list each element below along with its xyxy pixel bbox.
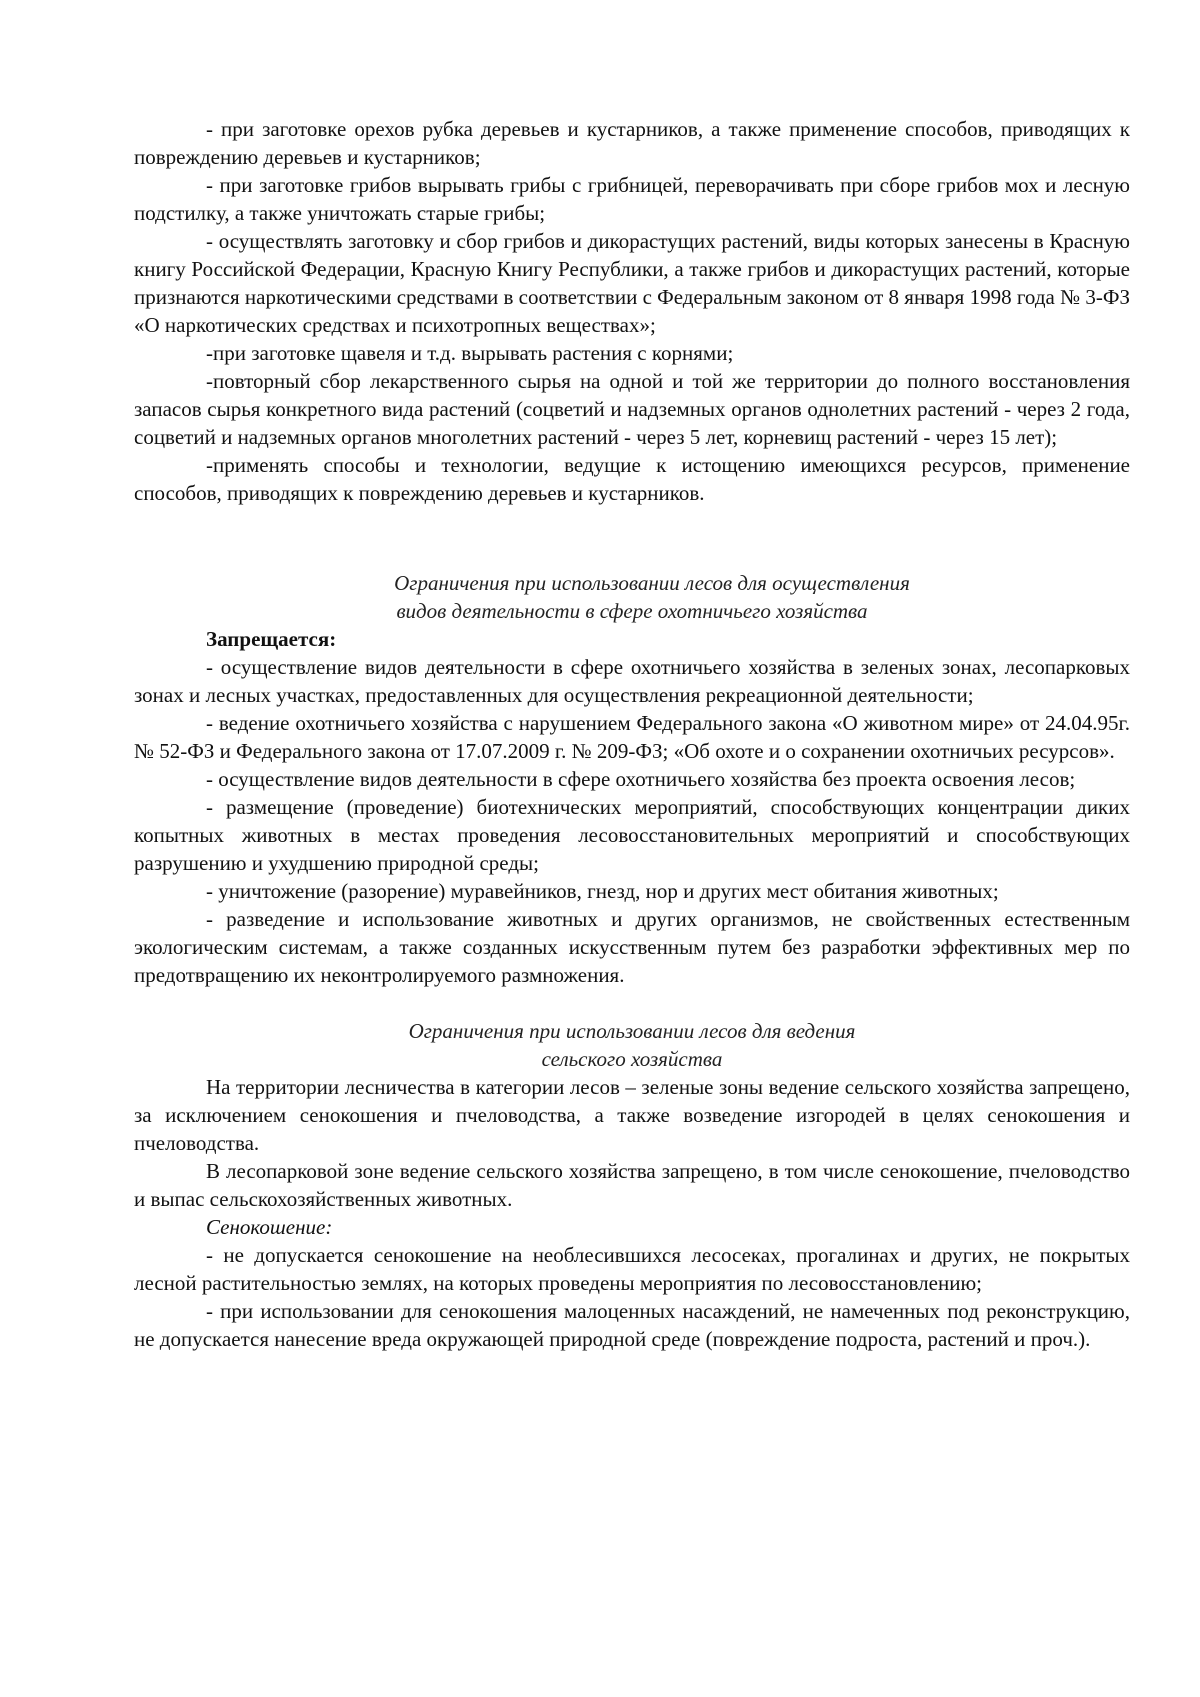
section-heading-agriculture: [134, 1017, 1130, 1073]
section-hunting-items: [134, 653, 1130, 989]
paragraph: - ведение охотничьего хозяйства с нарушением Федерального закона «О животном мире» от 24.04.95г. № 52-ФЗ и Федерального закона от 17.07.2009 г. № 209-ФЗ; «Об охоте и о сохранении охотничьих ресурсов».: [134, 711, 1130, 763]
paragraph: - разведение и использование животных и других организмов, не свойственных естественным экологическим системам, а также созданных искусственным путем без разработки эффективных мер по предотвращению их неконтролируемого размножения.: [134, 907, 1130, 987]
heading-line: видов деятельности в сфере охотничьего хозяйства: [396, 599, 868, 623]
paragraph: - не допускается сенокошение на необлесившихся лесосеках, прогалинах и других, не покрытых лесной растительностью землях, на которых проведены мероприятия по лесовосстановлению;: [134, 1243, 1130, 1295]
prohibited-label: Запрещается:: [206, 627, 337, 651]
section-heading-hunting: [134, 569, 1130, 625]
paragraph: -при заготовке щавеля и т.д. вырывать растения с корнями;: [206, 341, 734, 365]
paragraph: - уничтожение (разорение) муравейников, гнезд, нор и других мест обитания животных;: [206, 879, 999, 903]
section-agriculture-items: [134, 1073, 1130, 1353]
paragraph: - осуществление видов деятельности в сфере охотничьего хозяйства в зеленых зонах, лесопарковых зонах и лесных участках, предоставленных для осуществления рекреационной деятельности;: [134, 655, 1130, 707]
paragraph: - размещение (проведение) биотехнических мероприятий, способствующих концентрации диких копытных животных в местах проведения лесовосстановительных мероприятий и способствующих разрушению и ухудшению природной среды;: [134, 795, 1130, 875]
haymaking-label: Сенокошение:: [206, 1215, 333, 1239]
paragraph: - при заготовке грибов вырывать грибы с грибницей, переворачивать при сборе грибов мох и лесную подстилку, а также уничтожать старые грибы;: [134, 173, 1130, 225]
paragraph: В лесопарковой зоне ведение сельского хозяйства запрещено, в том числе сенокошение, пчеловодство и выпас сельскохозяйственных животных.: [134, 1159, 1130, 1211]
paragraph: - осуществление видов деятельности в сфере охотничьего хозяйства без проекта освоения лесов;: [206, 767, 1076, 791]
paragraph: - при использовании для сенокошения малоценных насаждений, не намеченных под реконструкцию, не допускается нанесение вреда окружающей природной среде (повреждение подроста, растений и проч.).: [134, 1299, 1130, 1351]
section-collection-restrictions: [134, 115, 1130, 507]
heading-line: Ограничения при использовании лесов для ведения: [408, 1019, 856, 1043]
paragraph: На территории лесничества в категории лесов – зеленые зоны ведение сельского хозяйства запрещено, за исключением сенокошения и пчеловодства, а также возведение изгородей в целях сенокошения и пчеловодства.: [134, 1075, 1130, 1155]
paragraph: -применять способы и технологии, ведущие к истощению имеющихся ресурсов, применение способов, приводящих к повреждению деревьев и кустарников.: [134, 453, 1130, 505]
document-page: [134, 115, 1130, 1353]
heading-line: Ограничения при использовании лесов для осуществления: [394, 571, 910, 595]
paragraph: -повторный сбор лекарственного сырья на одной и той же территории до полного восстановления запасов сырья конкретного вида растений (соцветий и надземных органов однолетних растений - через 2 года, соцветий и надземных органов многолетних растений - через 5 лет, корневищ растений - через 15 лет);: [134, 369, 1130, 449]
heading-line: сельского хозяйства: [541, 1047, 723, 1071]
paragraph: - при заготовке орехов рубка деревьев и кустарников, а также применение способов, приводящих к повреждению деревьев и кустарников;: [134, 117, 1130, 169]
paragraph: - осуществлять заготовку и сбор грибов и дикорастущих растений, виды которых занесены в Красную книгу Российской Федерации, Красную Книгу Республики, а также грибов и дикорастущих растений, которые признаются наркотическими средствами в соответствии с Федеральным законом от 8 января 1998 года № 3-ФЗ «О наркотических средствах и психотропных веществах»;: [134, 229, 1130, 337]
